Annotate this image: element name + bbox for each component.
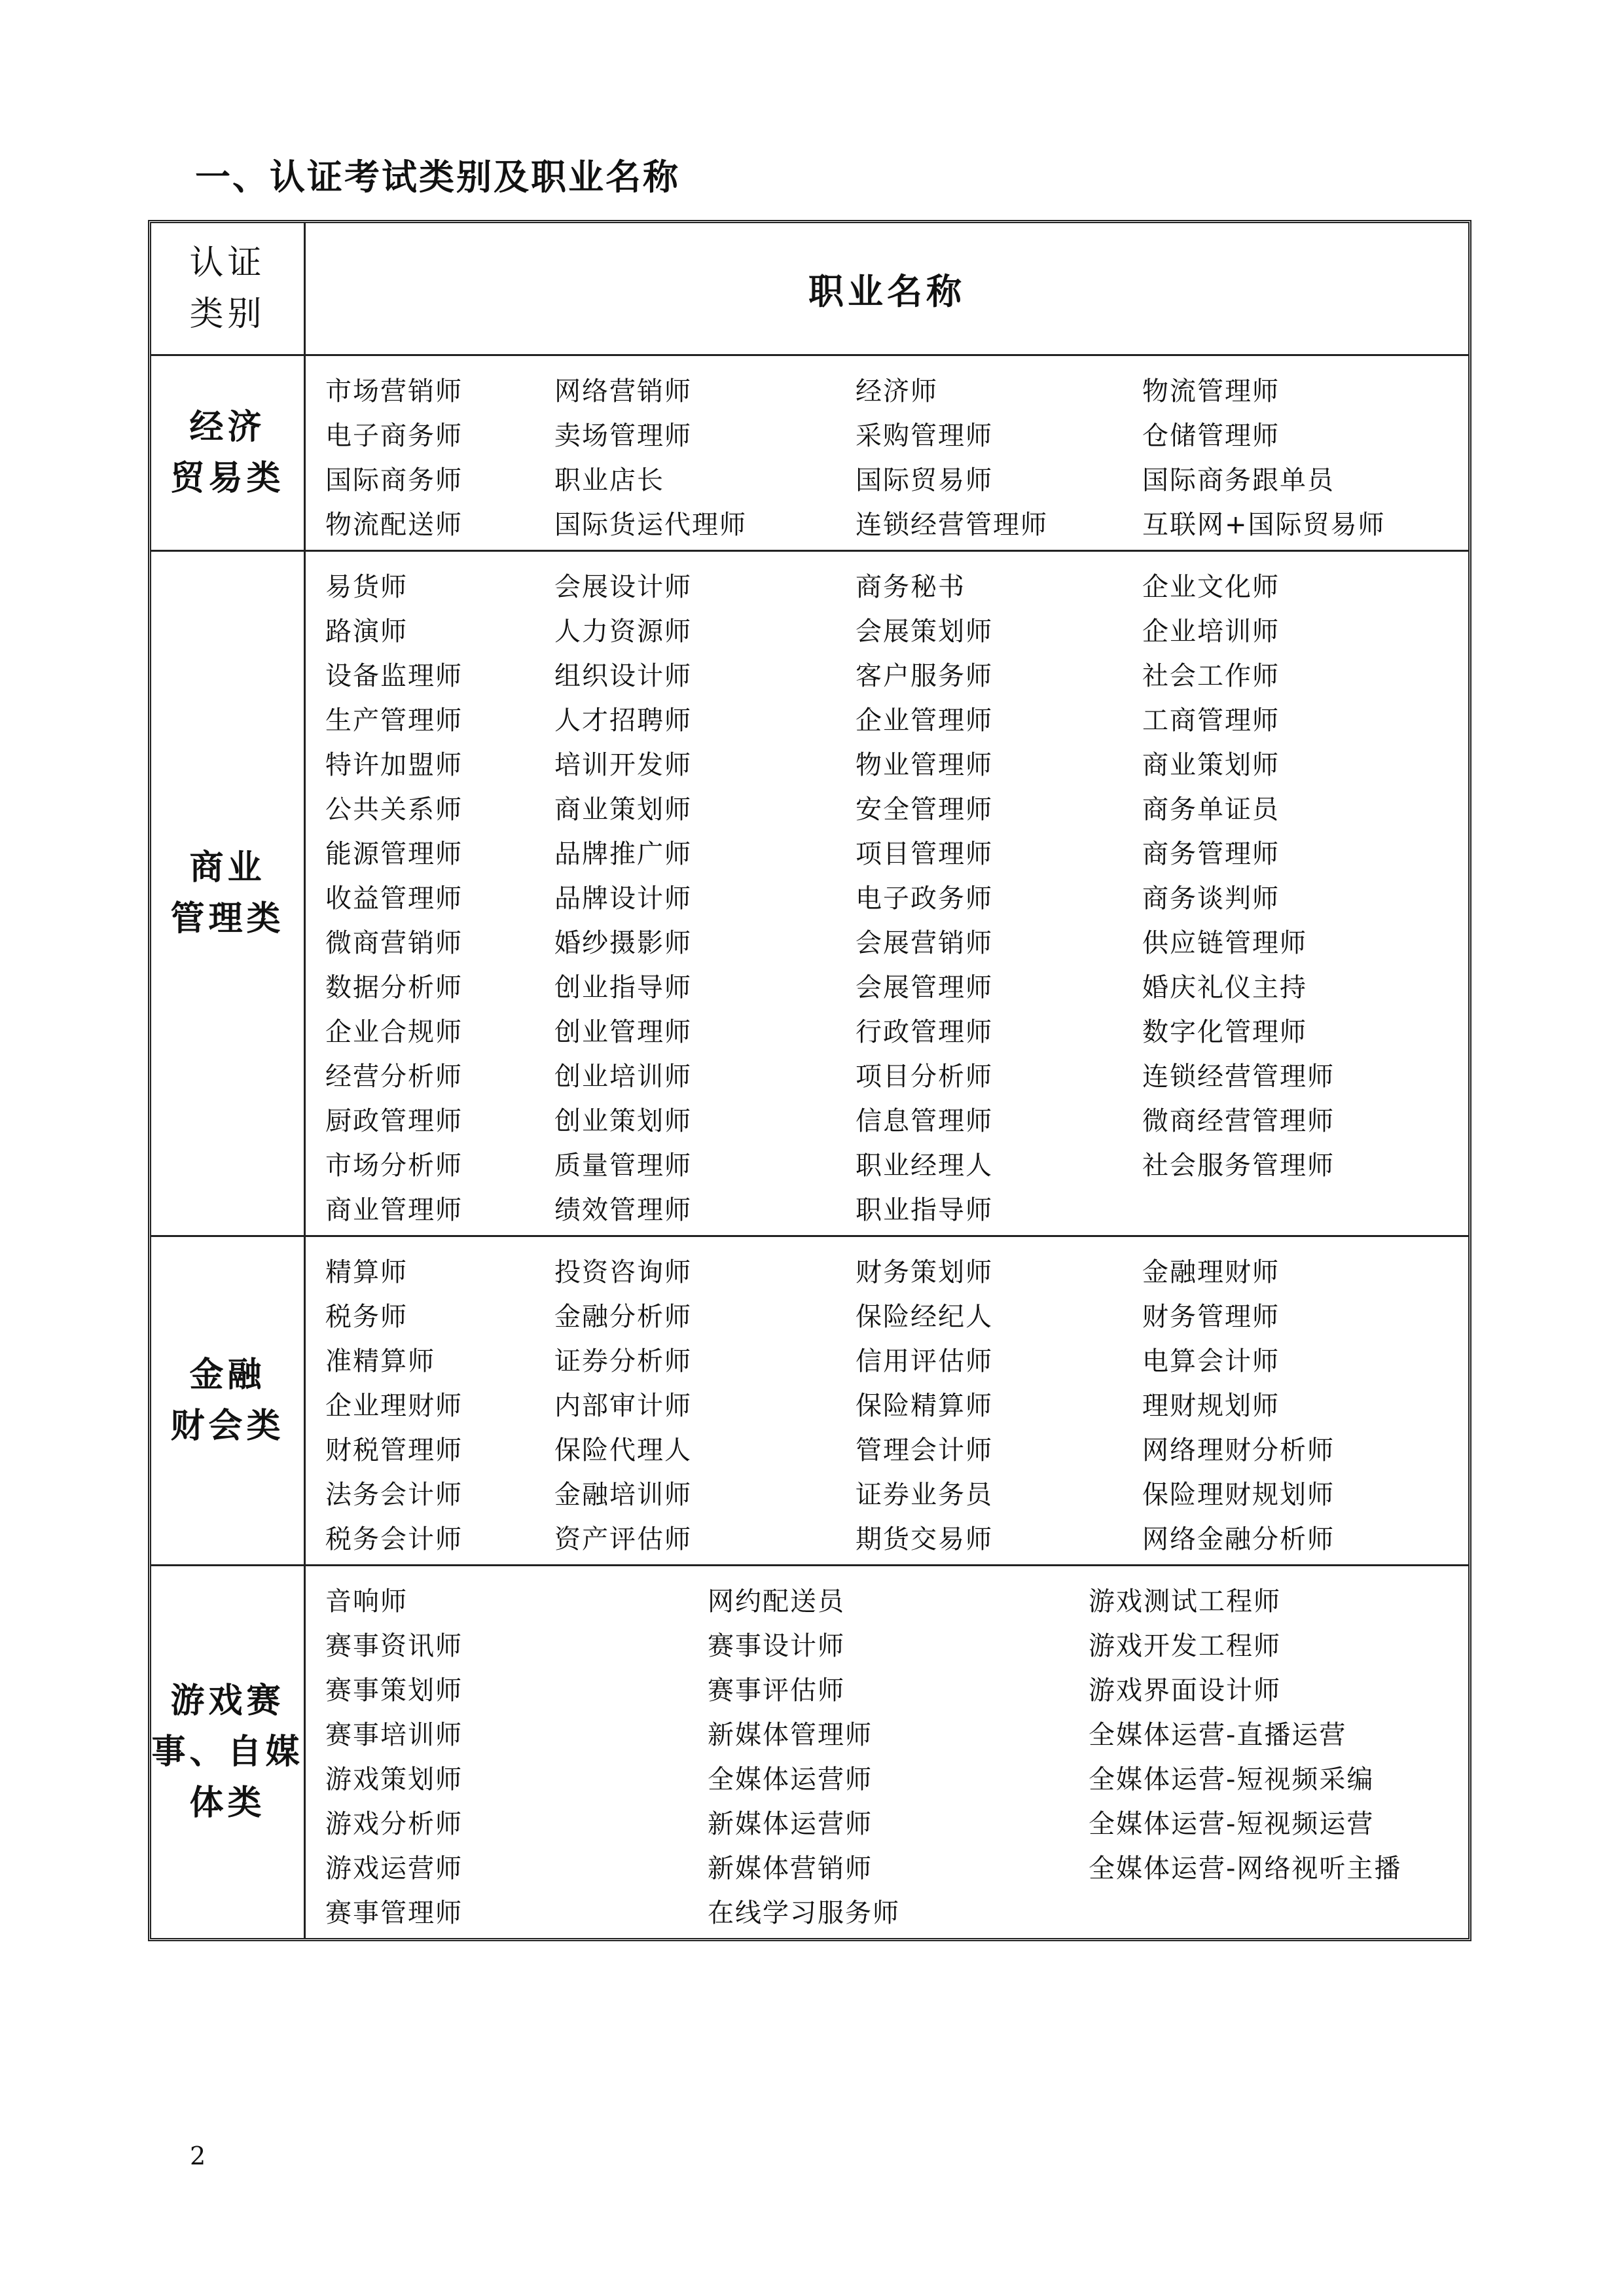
occupation-name: 商业管理师 [325, 1194, 463, 1225]
occupation-name: 企业理财师 [325, 1390, 463, 1421]
header-category-cell [151, 223, 306, 354]
occupation-name: 电子政务师 [856, 883, 993, 914]
occupation-name: 数字化管理师 [1142, 1016, 1307, 1047]
occupation-name: 电子商务师 [325, 420, 463, 451]
occupation-row [306, 1336, 1468, 1381]
occupation-name: 物业管理师 [856, 749, 993, 780]
occupation-name: 企业管理师 [856, 705, 993, 736]
occupation-row [306, 1185, 1468, 1230]
occupation-name: 资产评估师 [554, 1524, 692, 1554]
occupation-list [306, 1237, 1468, 1564]
occupation-name: 经济师 [856, 376, 938, 406]
occupation-row [306, 1577, 1468, 1621]
occupation-name: 质量管理师 [554, 1150, 692, 1181]
occupation-row [306, 1621, 1468, 1666]
occupation-name: 职业经理人 [856, 1150, 993, 1181]
occupation-name: 税务师 [325, 1301, 408, 1332]
occupation-name: 创业培训师 [554, 1061, 692, 1092]
occupation-name: 全媒体运营-网络视听主播 [1089, 1853, 1402, 1884]
category-label-line: 事、自媒 [151, 1732, 304, 1772]
occupation-name: 财税管理师 [325, 1435, 463, 1465]
occupation-row [306, 1799, 1468, 1844]
occupation-name: 行政管理师 [856, 1016, 993, 1047]
section-heading: 一、认证考试类别及职业名称 [195, 156, 680, 198]
occupation-name: 赛事设计师 [708, 1630, 845, 1661]
occupation-name: 商业策划师 [1142, 749, 1280, 780]
occupation-name: 金融分析师 [554, 1301, 692, 1332]
occupation-name: 商务单证员 [1142, 794, 1280, 825]
table-body [151, 354, 1468, 1938]
occupation-name: 音响师 [325, 1586, 408, 1617]
occupation-name: 婚庆礼仪主持 [1142, 972, 1307, 1003]
occupation-row [306, 963, 1468, 1007]
occupation-name: 国际商务跟单员 [1142, 465, 1335, 495]
occupation-name: 商业策划师 [554, 794, 692, 825]
occupation-row [306, 829, 1468, 874]
occupation-name: 游戏运营师 [325, 1853, 463, 1884]
occupation-name: 管理会计师 [856, 1435, 993, 1465]
occupation-name: 财务策划师 [856, 1257, 993, 1287]
occupation-name: 赛事培训师 [325, 1719, 463, 1750]
header-category-line: 认证 [189, 243, 266, 283]
occupation-row [306, 562, 1468, 607]
occupation-name: 赛事策划师 [325, 1675, 463, 1706]
occupation-name: 电算会计师 [1142, 1346, 1280, 1376]
occupation-row [306, 1007, 1468, 1052]
occupation-row [306, 1096, 1468, 1141]
occupation-name: 信息管理师 [856, 1105, 993, 1136]
occupation-name: 会展管理师 [856, 972, 993, 1003]
header-category-line: 类别 [189, 295, 266, 334]
occupation-name: 企业文化师 [1142, 571, 1280, 602]
page-number: 2 [190, 2142, 206, 2170]
occupation-row [306, 1052, 1468, 1096]
table-header-row [151, 223, 1468, 354]
occupation-row [306, 367, 1468, 411]
occupation-name: 游戏测试工程师 [1089, 1586, 1281, 1617]
occupation-name: 社会服务管理师 [1142, 1150, 1335, 1181]
occupation-row [306, 1888, 1468, 1933]
category-label-line: 商业 [189, 848, 266, 888]
occupation-name: 仓储管理师 [1142, 420, 1280, 451]
occupation-name: 新媒体营销师 [708, 1853, 873, 1884]
occupation-name: 绩效管理师 [554, 1194, 692, 1225]
occupation-name: 信用评估师 [856, 1346, 993, 1376]
occupation-name: 供应链管理师 [1142, 927, 1307, 958]
occupation-name: 保险理财规划师 [1142, 1479, 1335, 1510]
occupation-row [306, 607, 1468, 651]
occupation-row [306, 874, 1468, 918]
occupation-list [306, 356, 1468, 550]
occupation-name: 微商经营管理师 [1142, 1105, 1335, 1136]
occupation-name: 赛事管理师 [325, 1897, 463, 1928]
occupation-row [306, 785, 1468, 829]
category-section [151, 1564, 1468, 1938]
occupation-name: 易货师 [325, 571, 408, 602]
category-label-line: 财会类 [170, 1407, 285, 1446]
occupation-name: 赛事评估师 [708, 1675, 845, 1706]
category-cell [151, 552, 306, 1235]
occupation-name: 商务谈判师 [1142, 883, 1280, 914]
occupation-row [306, 500, 1468, 545]
occupation-name: 企业合规师 [325, 1016, 463, 1047]
category-label-line: 管理类 [170, 899, 285, 939]
occupation-row [306, 1141, 1468, 1185]
occupation-name: 网约配送员 [708, 1586, 845, 1617]
occupation-name: 会展营销师 [856, 927, 993, 958]
occupation-name: 物流管理师 [1142, 376, 1280, 406]
occupation-name: 厨政管理师 [325, 1105, 463, 1136]
occupation-list [306, 1566, 1468, 1938]
occupation-name: 会展设计师 [554, 571, 692, 602]
category-section [151, 1235, 1468, 1564]
occupation-row [306, 1381, 1468, 1426]
occupation-row [306, 1710, 1468, 1755]
occupation-name: 培训开发师 [554, 749, 692, 780]
occupation-name: 保险经纪人 [856, 1301, 993, 1332]
header-title: 职业名称 [808, 270, 965, 312]
occupation-name: 证券业务员 [856, 1479, 993, 1510]
category-cell [151, 1566, 306, 1938]
category-cell [151, 356, 306, 550]
occupation-name: 赛事资讯师 [325, 1630, 463, 1661]
occupation-name: 组织设计师 [554, 660, 692, 691]
occupation-name: 采购管理师 [856, 420, 993, 451]
occupation-name: 新媒体运营师 [708, 1808, 873, 1839]
occupation-name: 财务管理师 [1142, 1301, 1280, 1332]
occupation-name: 游戏界面设计师 [1089, 1675, 1281, 1706]
category-label-line: 体类 [189, 1784, 266, 1823]
occupation-name: 数据分析师 [325, 972, 463, 1003]
occupation-name: 游戏策划师 [325, 1764, 463, 1795]
occupation-name: 公共关系师 [325, 794, 463, 825]
category-section [151, 550, 1468, 1235]
occupation-name: 期货交易师 [856, 1524, 993, 1554]
occupation-row [306, 696, 1468, 740]
occupation-name: 企业培训师 [1142, 616, 1280, 647]
occupation-name: 能源管理师 [325, 838, 463, 869]
occupation-name: 婚纱摄影师 [554, 927, 692, 958]
occupation-name: 创业指导师 [554, 972, 692, 1003]
occupation-name: 游戏开发工程师 [1089, 1630, 1281, 1661]
occupation-row [306, 411, 1468, 456]
occupation-name: 生产管理师 [325, 705, 463, 736]
occupation-list [306, 552, 1468, 1235]
occupation-name: 网络营销师 [554, 376, 692, 406]
occupation-name: 全媒体运营-短视频采编 [1089, 1764, 1375, 1795]
occupation-name: 投资咨询师 [554, 1257, 692, 1287]
occupation-name: 理财规划师 [1142, 1390, 1280, 1421]
occupation-name: 职业店长 [554, 465, 664, 495]
category-section [151, 354, 1468, 550]
occupation-row [306, 1666, 1468, 1710]
occupation-name: 市场营销师 [325, 376, 463, 406]
occupation-name: 人才招聘师 [554, 705, 692, 736]
occupation-name: 网络金融分析师 [1142, 1524, 1335, 1554]
occupation-name: 全媒体运营师 [708, 1764, 873, 1795]
occupation-row [306, 740, 1468, 785]
occupation-name: 项目管理师 [856, 838, 993, 869]
occupation-row [306, 651, 1468, 696]
category-cell [151, 1237, 306, 1564]
occupation-name: 微商营销师 [325, 927, 463, 958]
occupation-name: 新媒体管理师 [708, 1719, 873, 1750]
occupation-name: 网络理财分析师 [1142, 1435, 1335, 1465]
occupation-name: 内部审计师 [554, 1390, 692, 1421]
category-label-line: 金融 [189, 1355, 266, 1395]
occupation-name: 品牌设计师 [554, 883, 692, 914]
occupation-row [306, 918, 1468, 963]
occupation-name: 税务会计师 [325, 1524, 463, 1554]
occupation-row [306, 456, 1468, 500]
occupation-name: 会展策划师 [856, 616, 993, 647]
occupation-name: 准精算师 [325, 1346, 435, 1376]
occupation-name: 金融培训师 [554, 1479, 692, 1510]
occupation-name: 商务管理师 [1142, 838, 1280, 869]
occupation-name: 品牌推广师 [554, 838, 692, 869]
occupation-name: 商务秘书 [856, 571, 965, 602]
occupation-row [306, 1426, 1468, 1470]
occupation-name: 国际货运代理师 [554, 509, 747, 540]
occupation-name: 人力资源师 [554, 616, 692, 647]
category-label-line: 经济 [189, 408, 266, 447]
occupation-row [306, 1515, 1468, 1559]
occupation-row [306, 1292, 1468, 1336]
occupation-name: 证券分析师 [554, 1346, 692, 1376]
occupation-name: 连锁经营管理师 [856, 509, 1048, 540]
occupation-name: 社会工作师 [1142, 660, 1280, 691]
occupation-name: 在线学习服务师 [708, 1897, 900, 1928]
occupation-name: 卖场管理师 [554, 420, 692, 451]
occupation-name: 特许加盟师 [325, 749, 463, 780]
occupation-name: 全媒体运营-直播运营 [1089, 1719, 1347, 1750]
occupation-name: 保险代理人 [554, 1435, 692, 1465]
occupation-name: 互联网+国际贸易师 [1142, 509, 1386, 540]
occupation-name: 安全管理师 [856, 794, 993, 825]
occupation-name: 国际商务师 [325, 465, 463, 495]
occupation-name: 设备监理师 [325, 660, 463, 691]
occupation-name: 工商管理师 [1142, 705, 1280, 736]
occupation-name: 市场分析师 [325, 1150, 463, 1181]
occupation-name: 路演师 [325, 616, 408, 647]
occupation-name: 项目分析师 [856, 1061, 993, 1092]
occupation-name: 创业管理师 [554, 1016, 692, 1047]
occupation-name: 全媒体运营-短视频运营 [1089, 1808, 1375, 1839]
occupation-name: 经营分析师 [325, 1061, 463, 1092]
occupation-row [306, 1755, 1468, 1799]
occupation-name: 职业指导师 [856, 1194, 993, 1225]
occupation-name: 金融理财师 [1142, 1257, 1280, 1287]
occupation-name: 收益管理师 [325, 883, 463, 914]
occupation-row [306, 1470, 1468, 1515]
occupation-name: 客户服务师 [856, 660, 993, 691]
occupation-name: 游戏分析师 [325, 1808, 463, 1839]
occupation-row [306, 1247, 1468, 1292]
occupation-name: 连锁经营管理师 [1142, 1061, 1335, 1092]
category-label-line: 贸易类 [170, 459, 285, 498]
occupation-name: 创业策划师 [554, 1105, 692, 1136]
occupation-name: 法务会计师 [325, 1479, 463, 1510]
occupation-name: 物流配送师 [325, 509, 463, 540]
occupation-name: 精算师 [325, 1257, 408, 1287]
certification-table [148, 220, 1471, 1941]
occupation-name: 保险精算师 [856, 1390, 993, 1421]
occupation-name: 国际贸易师 [856, 465, 993, 495]
category-label-line: 游戏赛 [170, 1681, 285, 1721]
occupation-row [306, 1844, 1468, 1888]
